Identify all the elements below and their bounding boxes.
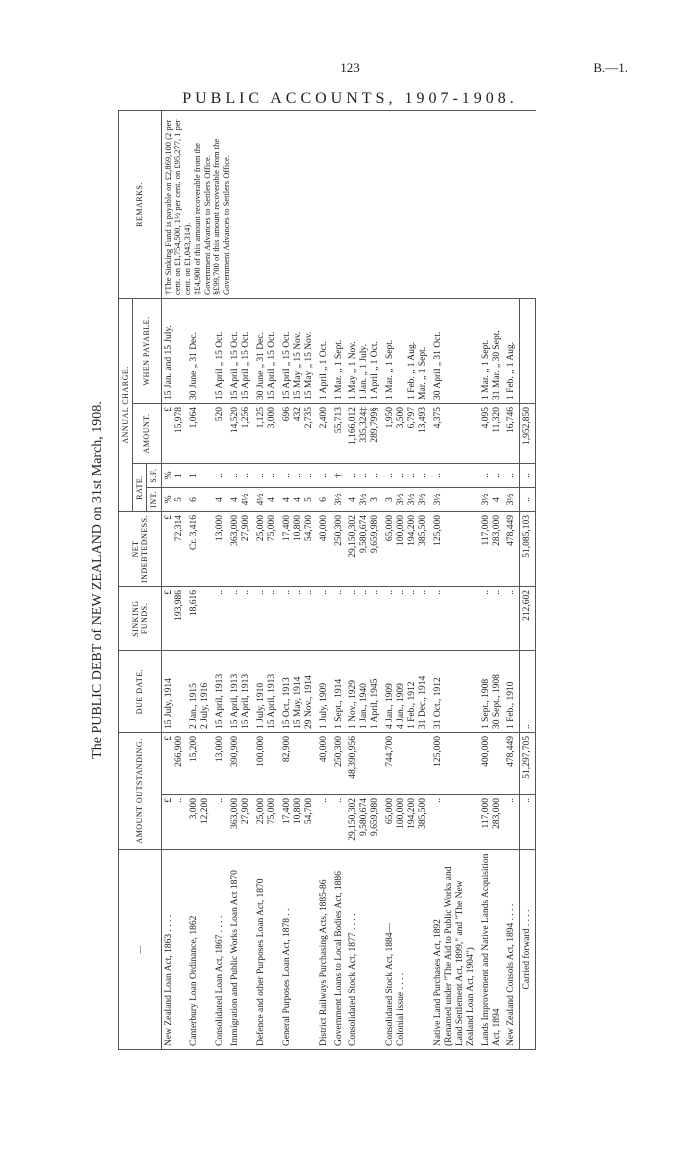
cell-desc: Immigration and Public Works Loan Act 1870 (228, 850, 254, 1050)
cell-net: £ 72,314 (161, 511, 187, 586)
cell-desc: Consolidated Loan Act, 1867 . . . . (213, 850, 228, 1050)
cell-out-b: 13,000 (213, 733, 228, 795)
public-debt-table (118, 110, 536, 1050)
table-row (161, 111, 187, 1050)
cell-sf-amt: .. .. .. (280, 587, 317, 651)
cell-when: 1 April „ 1 Oct. (317, 298, 332, 403)
cell-int: 3½ (431, 487, 479, 511)
cell-sf: % 1 (161, 463, 187, 487)
cell-due: 15 July, 1914 (161, 651, 187, 733)
cell-when: 15 April „ 15 Oct. 15 April „ 15 Oct. (228, 298, 254, 403)
cell-due: 15 April, 1913 (213, 651, 228, 733)
cell-int: 4 (213, 487, 228, 511)
cell-amt: 14,520 1,256 (228, 403, 254, 463)
cell-out-a: £ .. (161, 795, 187, 850)
cell-amt: 4,095 11,320 (479, 403, 505, 463)
cell-sf: .. .. (479, 463, 505, 487)
cell-when: 30 June „ 31 Dec. 15 April „ 15 Oct. (254, 298, 280, 403)
cell-desc: Defence and other Purposes Loan Act, 1870 (254, 850, 280, 1050)
rotated-table-block (90, 110, 648, 1050)
cell-total-out-a: .. (520, 795, 536, 850)
cell-int: 6 (317, 487, 332, 511)
cell-sf-amt: .. (332, 587, 347, 651)
cell-out-a: 117,000 283,000 (479, 795, 505, 850)
cell-sf-amt: .. (213, 587, 228, 651)
col-annual-charge: ANNUAL CHARGE. (119, 298, 133, 511)
cell-amt: 1,125 3,000 (254, 403, 280, 463)
remarks-note: †The Sinking Fund is payable on £2,869,100 (2 per cent. on £1,754,500, 1½ per cent. on £95,277, 1 per cent. on £1,043,314). ‡£4,900 of this amount recoverable from the Government Advances to Settlers Office. §£99,700 of this amount recoverable from the Government Advances to Settlers Office. (161, 111, 536, 299)
cell-when: 1 Feb. „ 1 Aug. (504, 298, 519, 403)
cell-sf: 1 (187, 463, 213, 487)
cell-desc: District Railways Purchasing Acts, 1885-86 (317, 850, 332, 1050)
cell-sf-amt: .. .. (254, 587, 280, 651)
cell-net: 65,000 100,000 194,200 385,500 (383, 511, 431, 586)
cell-out-b: 744,700 (383, 733, 431, 795)
cell-when: 30 June „ 31 Dec. (187, 298, 213, 403)
cell-desc: Canterbury Loan Ordinance, 1862 (187, 850, 213, 1050)
cell-total-int: .. (520, 487, 536, 511)
col-sinking-funds: SINKING FUNDS. (119, 587, 162, 651)
cell-total-amt: 1,952,850 (520, 403, 536, 463)
page-number: 123 (340, 60, 360, 75)
cell-out-a: .. (332, 795, 347, 850)
col-description: — (119, 850, 162, 1050)
cell-out-b: 82,900 (280, 733, 317, 795)
table-body (161, 111, 536, 1050)
cell-amt: 696 432 2,735 (280, 403, 317, 463)
cell-amt: 2,400 (317, 403, 332, 463)
cell-out-a: 25,000 75,000 (254, 795, 280, 850)
cell-sf-amt: .. (504, 587, 519, 651)
cell-net: Cr. 3,416 (187, 511, 213, 586)
cell-amt: 16,746 (504, 403, 519, 463)
cell-net: 250,300 (332, 511, 347, 586)
cell-sf: .. (317, 463, 332, 487)
cell-due: 1 Sept., 1908 30 Sept., 1908 (479, 651, 505, 733)
cell-when: 15 April „ 15 Oct. 15 May „ 15 Nov. 15 May „ 15 Nov. (280, 298, 317, 403)
cell-when: 1 May „ 1 Nov. 1 Jan. „ 1 July. 1 April „ 1 Oct. (346, 298, 383, 403)
cell-when: 1 Mar. „ 1 Sept. 1 Feb. „ 1 Aug. Mar. „ 1 Sept. (383, 298, 431, 403)
cell-sf: .. .. (228, 463, 254, 487)
cell-out-a: .. (213, 795, 228, 850)
cell-out-a: .. (317, 795, 332, 850)
cell-int: 4 4½ (228, 487, 254, 511)
cell-due: 1 Feb., 1910 (504, 651, 519, 733)
cell-due: 1 July, 1910 15 April, 1913 (254, 651, 280, 733)
cell-out-a: .. (504, 795, 519, 850)
cell-out-b: 48,390,956 (346, 733, 383, 795)
cell-total-label: Carried forward . . . . (520, 850, 536, 1050)
table-title: The PUBLIC DEBT of NEW ZEALAND on 31st March, 1908. (90, 401, 105, 759)
cell-due: 31 Oct., 1912 (431, 651, 479, 733)
cell-net: 25,000 75,000 (254, 511, 280, 586)
cell-out-b: 40,000 (317, 733, 332, 795)
cell-amt: 55,713 (332, 403, 347, 463)
cell-int: 4½ 4 (254, 487, 280, 511)
cell-out-b: 390,900 (228, 733, 254, 795)
cell-int: 3 3½ 3½ 3½ (383, 487, 431, 511)
cell-desc: Consolidated Stock Act, 1884— Colonial issue . . . . (383, 850, 431, 1050)
cell-sf-amt: .. (431, 587, 479, 651)
cell-out-b: 15,200 (187, 733, 213, 795)
col-remarks: REMARKS. (119, 111, 162, 299)
cell-sf-amt: 18,616 (187, 587, 213, 651)
cell-out-b: 100,000 (254, 733, 280, 795)
cell-int: 4 3½ 3 (346, 487, 383, 511)
cell-net: 478,449 (504, 511, 519, 586)
cell-sf-amt: .. (317, 587, 332, 651)
cell-due: 1 July, 1909 (317, 651, 332, 733)
cell-out-a: 363,000 27,900 (228, 795, 254, 850)
cell-out-a: 65,000 100,000 194,200 385,500 (383, 795, 431, 850)
cell-sf: .. .. (254, 463, 280, 487)
cell-total-net: 51,085,103 (520, 511, 536, 586)
col-rate-int: INT. (147, 487, 161, 511)
col-rate: RATE. (133, 463, 147, 511)
cell-sf-amt: .. .. .. (346, 587, 383, 651)
cell-int: % 5 (161, 487, 187, 511)
cell-when: 1 Mar. „ 1 Sept. 31 Mar. „ 30 Sept. (479, 298, 505, 403)
cell-sf: .. (504, 463, 519, 487)
cell-amt: 520 (213, 403, 228, 463)
cell-sf: .. (213, 463, 228, 487)
cell-amt: 4,375 (431, 403, 479, 463)
cell-net: 29,150,302 9,580,674 9,659,980 (346, 511, 383, 586)
cell-desc: New Zealand Consols Act, 1894 . . . . (504, 850, 519, 1050)
cell-when: 1 Mar. „ 1 Sept. (332, 298, 347, 403)
page-reference: B.—1. (593, 60, 628, 75)
cell-amt: 1,950 3,500 6,797 13,493 (383, 403, 431, 463)
cell-total-sf: .. (520, 463, 536, 487)
cell-due: 4 Jan., 1909 4 Jan., 1909 1 Feb., 1912 31 Dec., 1914 (383, 651, 431, 733)
cell-amt: £ 15,978 (161, 403, 187, 463)
col-rate-sf: S.F. (147, 463, 161, 487)
cell-int: 4 4 5 (280, 487, 317, 511)
running-title: PUBLIC ACCOUNTS, 1907-1908. (182, 90, 518, 107)
cell-net: 40,000 (317, 511, 332, 586)
cell-out-b: £ 266,900 (161, 733, 187, 795)
cell-int: 3½ (332, 487, 347, 511)
cell-net: 13,000 (213, 511, 228, 586)
col-amount-outstanding: AMOUNT OUTSTANDING. (119, 733, 162, 850)
cell-int: 3½ (504, 487, 519, 511)
cell-out-a: 17,400 10,800 54,700 (280, 795, 317, 850)
cell-due: 15 April, 1913 15 April, 1913 (228, 651, 254, 733)
cell-desc: Lands Improvement and Native Lands Acquisition Act, 1894 (479, 850, 505, 1050)
cell-out-a: .. (431, 795, 479, 850)
cell-out-a: 3,000 12,200 (187, 795, 213, 850)
cell-out-b: 125,000 (431, 733, 479, 795)
col-due-date: DUE DATE. (119, 651, 162, 733)
cell-sf: .. .. .. (280, 463, 317, 487)
cell-out-b: 400,000 (479, 733, 505, 795)
cell-sf-amt: £ 193,986 (161, 587, 187, 651)
cell-sf: .. .. .. .. (383, 463, 431, 487)
col-net-indebtedness: NET INDEBTEDNESS. (119, 511, 162, 586)
cell-amt: 1,064 (187, 403, 213, 463)
cell-desc: New Zealand Loan Act, 1863 . . . . (161, 850, 187, 1050)
cell-due: 1 Nov., 1929 1 Jan., 1940 1 April, 1945 (346, 651, 383, 733)
cell-net: 17,400 10,800 54,700 (280, 511, 317, 586)
cell-total-out-b: 51,297,705 (520, 733, 536, 795)
cell-due: 2 Jan., 1915 2 July, 1916 (187, 651, 213, 733)
cell-desc: General Purposes Loan Act, 1878 . . (280, 850, 317, 1050)
cell-sf-amt: .. .. .. .. (383, 587, 431, 651)
cell-total-sf-amt: 212,602 (520, 587, 536, 651)
cell-when: 15 April „ 15 Oct. (213, 298, 228, 403)
cell-sf: † (332, 463, 347, 487)
cell-due: 15 Oct., 1913 15 May, 1914 29 Nov., 1914 (280, 651, 317, 733)
cell-desc: Native Land Purchases Act, 1892 (Renamed under "The Aid to Public Works and Land Settlement Act, 1899," and "The New Zealand Loan Act, 1904") (431, 850, 479, 1050)
cell-int: 3½ 4 (479, 487, 505, 511)
cell-total-when (520, 298, 536, 403)
cell-desc: Consolidated Stock Act, 1877 . . . . (346, 850, 383, 1050)
col-amount: AMOUNT. (133, 403, 161, 463)
cell-due: 1 Sept., 1914 (332, 651, 347, 733)
cell-net: 363,000 27,900 (228, 511, 254, 586)
cell-sf: .. (431, 463, 479, 487)
cell-when: 30 April „ 31 Oct. (431, 298, 479, 403)
cell-sf-amt: .. .. (228, 587, 254, 651)
cell-net: 117,000 283,000 (479, 511, 505, 586)
cell-net: 125,000 (431, 511, 479, 586)
cell-out-a: 29,150,302 9,580,674 9,659,980 (346, 795, 383, 850)
cell-sf: .. .. .. (346, 463, 383, 487)
cell-out-b: 250,300 (332, 733, 347, 795)
cell-amt: 1,166,012 335,324‡ 289,799§ (346, 403, 383, 463)
cell-sf-amt: .. .. (479, 587, 505, 651)
cell-desc: Government Loans to Local Bodies Act, 1886 (332, 850, 347, 1050)
cell-out-b: 478,449 (504, 733, 519, 795)
cell-when: 15 Jan. and 15 July. (161, 298, 187, 403)
col-when-payable: WHEN PAYABLE. (133, 298, 161, 403)
cell-int: 6 (187, 487, 213, 511)
cell-total-due: .. (520, 651, 536, 733)
